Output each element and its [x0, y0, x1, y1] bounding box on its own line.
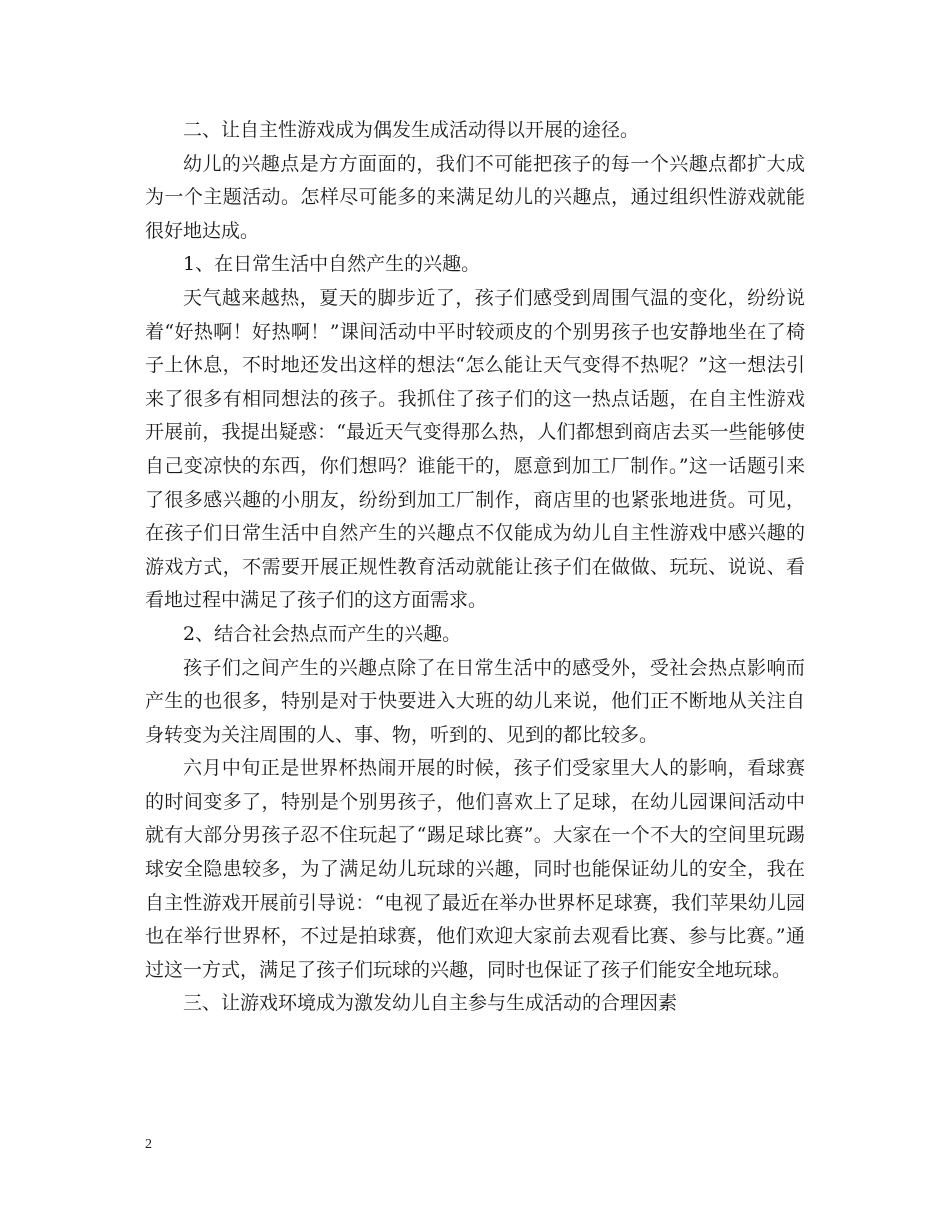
subheading-1: 1、在日常生活中自然产生的兴趣。 — [183, 253, 481, 276]
section-heading-3: 三、让游戏环境成为激发幼儿自主参与生成活动的合理因素 — [183, 992, 678, 1015]
body-paragraph: 六月中旬正是世界杯热闹开展的时候，孩子们受家里大人的影响，看球赛的时间变多了，特别是个别男孩子，他们喜欢上了足球，在幼儿园课间活动中就有大部分男孩子忍不住玩起了“踢足球比赛”。大家在一个不大的空间里玩踢球安全隐患较多，为了满足幼儿玩球的兴趣，同时也能保证幼儿的安全，我在自主性游戏开展前引导说：“电视了最近在举办世界杯足球赛，我们苹果幼儿园也在举行世界杯，不过是拍球赛，他们欢迎大家前去观看比赛、参与比赛。”通过这一方式，满足了孩子们玩球的兴趣，同时也保证了孩子们能安全地玩球。 — [145, 757, 805, 981]
body-paragraph: 孩子们之间产生的兴趣点除了在日常生活中的感受外，受社会热点影响而产生的也很多，特别是对于快要进入大班的幼儿来说，他们正不断地从关注自身转变为关注周围的人、事、物，听到的、见到的都比较多。 — [145, 656, 805, 746]
page-number: 2 — [145, 1137, 152, 1152]
body-paragraph: 天气越来越热，夏天的脚步近了，孩子们感受到周围气温的变化，纷纷说着“好热啊！好热啊！”课间活动中平时较顽皮的个别男孩子也安静地坐在了椅子上休息，不时地还发出这样的想法“怎么能让天气变得不热呢？”这一想法引来了很多有相同想法的孩子。我抓住了孩子们的这一热点话题，在自主性游戏开展前，我提出疑惑：“最近天气变得那么热，人们都想到商店去买一些能够使自己变凉快的东西，你们想吗？谁能干的，愿意到加工厂制作。”这一话题引来了很多感兴趣的小朋友，纷纷到加工厂制作，商店里的也紧张地进货。可见，在孩子们日常生活中自然产生的兴趣点不仅能成为幼儿自主性游戏中感兴趣的游戏方式，不需要开展正规性教育活动就能让孩子们在做做、玩玩、说说、看看地过程中满足了孩子们的这方面需求。 — [145, 286, 805, 612]
section-heading-2: 二、让自主性游戏成为偶发生成活动得以开展的途径。 — [183, 119, 640, 141]
subheading-2: 2、结合社会热点而产生的兴趣。 — [183, 622, 462, 645]
body-paragraph: 幼儿的兴趣点是方方面面的，我们不可能把孩子的每一个兴趣点都扩大成为一个主题活动。怎样尽可能多的来满足幼儿的兴趣点，通过组织性游戏就能很好地达成。 — [145, 152, 805, 242]
document-body — [145, 114, 805, 1021]
